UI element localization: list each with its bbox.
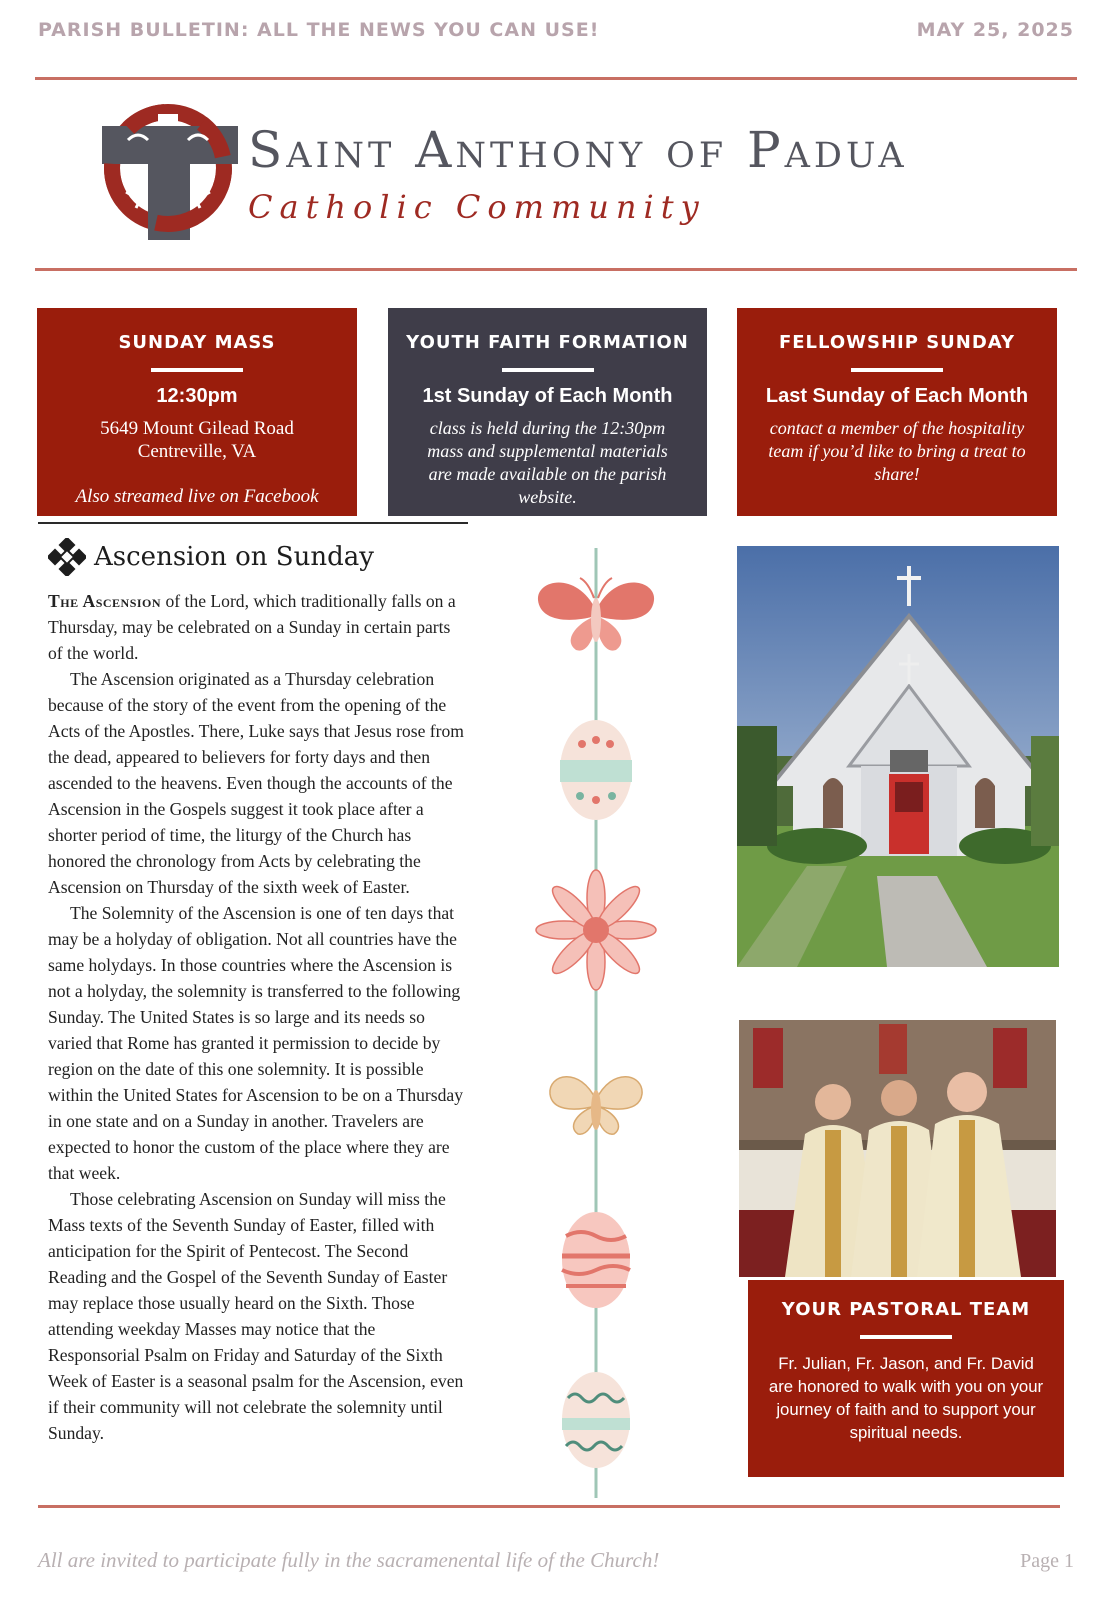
youth-schedule: 1st Sunday of Each Month <box>422 385 673 407</box>
article-heading <box>48 538 468 576</box>
sunday-mass-title: SUNDAY MASS <box>118 332 276 353</box>
parish-name: Saint Anthony of Padua <box>248 121 908 179</box>
box-divider <box>151 368 243 372</box>
bulletin-header <box>38 16 1074 44</box>
mass-address-line1: 5649 Mount Gilead Road <box>100 418 294 439</box>
article-paragraph <box>48 588 468 666</box>
easter-egg-icon <box>560 720 632 820</box>
box-divider <box>502 368 594 372</box>
easter-egg-icon <box>562 1372 630 1468</box>
bulletin-date: MAY 25, 2025 <box>916 19 1074 41</box>
article-title: Ascension on Sunday <box>94 542 374 572</box>
youth-formation-title: YOUTH FAITH FORMATION <box>406 332 689 353</box>
pastoral-team-body: Fr. Julian, Fr. Jason, and Fr. David are honored to walk with you on your journey of faith and to support your spiritual needs. <box>768 1354 1044 1442</box>
article-paragraph-4: Those celebrating Ascension on Sunday will miss the Mass texts of the Seventh Sunday of Easter, filled with anticipation for the Spirit of Pentecost. The Second Reading and the Gospel of the Seventh Sunday of Easter may replace those usually heard on the Sixth. Those attending weekday Masses may notice that the Responsorial Psalm on Friday and Saturday of the Sixth Week of Easter is a seasonal psalm for the Ascension, even if their community will not celebrate the solemnity until Sunday. <box>48 1189 464 1443</box>
page-number: Page 1 <box>1020 1550 1074 1572</box>
parish-brand <box>248 118 1048 226</box>
fellowship-box <box>737 308 1057 516</box>
article-paragraph-2: The Ascension originated as a Thursday celebration because of the story of the event from the opening of the Acts of the Apostles. There, Luke says that Jesus rose from the dead, appeared to believers for forty days and then ascended to the heavens. Even though the accounts of the Ascension in the Gospels suggest it took place after a shorter period of time, the liturgy of the Church has honored the chronology from Acts by celebrating the Ascension on Thursday of the sixth week of Easter. <box>48 669 464 897</box>
mass-stream-note: Also streamed live on Facebook <box>75 486 319 507</box>
footer-note: All are invited to participate fully in the sacramenental life of the Church! <box>38 1548 660 1572</box>
easter-garland <box>530 548 670 1498</box>
mass-address-line2: Centreville, VA <box>137 441 257 462</box>
pastoral-team-box <box>748 1280 1064 1477</box>
box-divider <box>860 1335 952 1339</box>
bulletin-tagline: PARISH BULLETIN: ALL THE NEWS YOU CAN USE! <box>38 19 600 41</box>
article-rule <box>38 522 468 524</box>
footer-rule <box>38 1505 1060 1508</box>
box-divider <box>851 368 943 372</box>
church-photo <box>737 546 1059 967</box>
easter-egg-icon <box>562 1212 630 1308</box>
article-paragraph-1: of the Lord, which traditionally falls on a Thursday, may be celebrated on a Sunday in certain parts of the world. <box>48 591 456 663</box>
ornament-icon <box>48 538 86 576</box>
header-rule <box>35 77 1077 80</box>
youth-formation-box <box>388 308 707 516</box>
tau-cross-logo <box>98 100 248 250</box>
parish-subtitle: Catholic Community <box>248 188 706 226</box>
ascension-article <box>48 538 468 1446</box>
pastoral-team-photo <box>739 1020 1056 1277</box>
pastoral-team-title: YOUR PASTORAL TEAM <box>781 1299 1031 1320</box>
article-lead: The Ascension <box>48 591 162 611</box>
mass-time: 12:30pm <box>156 385 238 407</box>
article-paragraph-3: The Solemnity of the Ascension is one of ten days that may be a holyday of obligation. Not all countries have the same holydays. In those countries where the Ascension is not a holyday, the solemnity is transferred to the following Sunday. The United States is so large and its needs so varied that Rome has granted it permission to decide by region on the date of this one solemnity. It is possible within the United States for Ascension to be on a Thursday in one state and on a Sunday in another. Travelers are expected to honor the custom of the place where they are that week. <box>48 903 464 1183</box>
fellowship-title: FELLOWSHIP SUNDAY <box>778 332 1016 353</box>
brand-rule <box>35 268 1077 271</box>
fellowship-schedule: Last Sunday of Each Month <box>765 385 1029 407</box>
fellowship-note: contact a member of the hospitality team if you’d like to bring a treat to share! <box>768 418 1026 484</box>
sunday-mass-box <box>37 308 357 516</box>
flower-icon <box>536 870 656 990</box>
youth-note: class is held during the 12:30pm mass and supplemental materials are made available on the parish website. <box>427 418 668 507</box>
